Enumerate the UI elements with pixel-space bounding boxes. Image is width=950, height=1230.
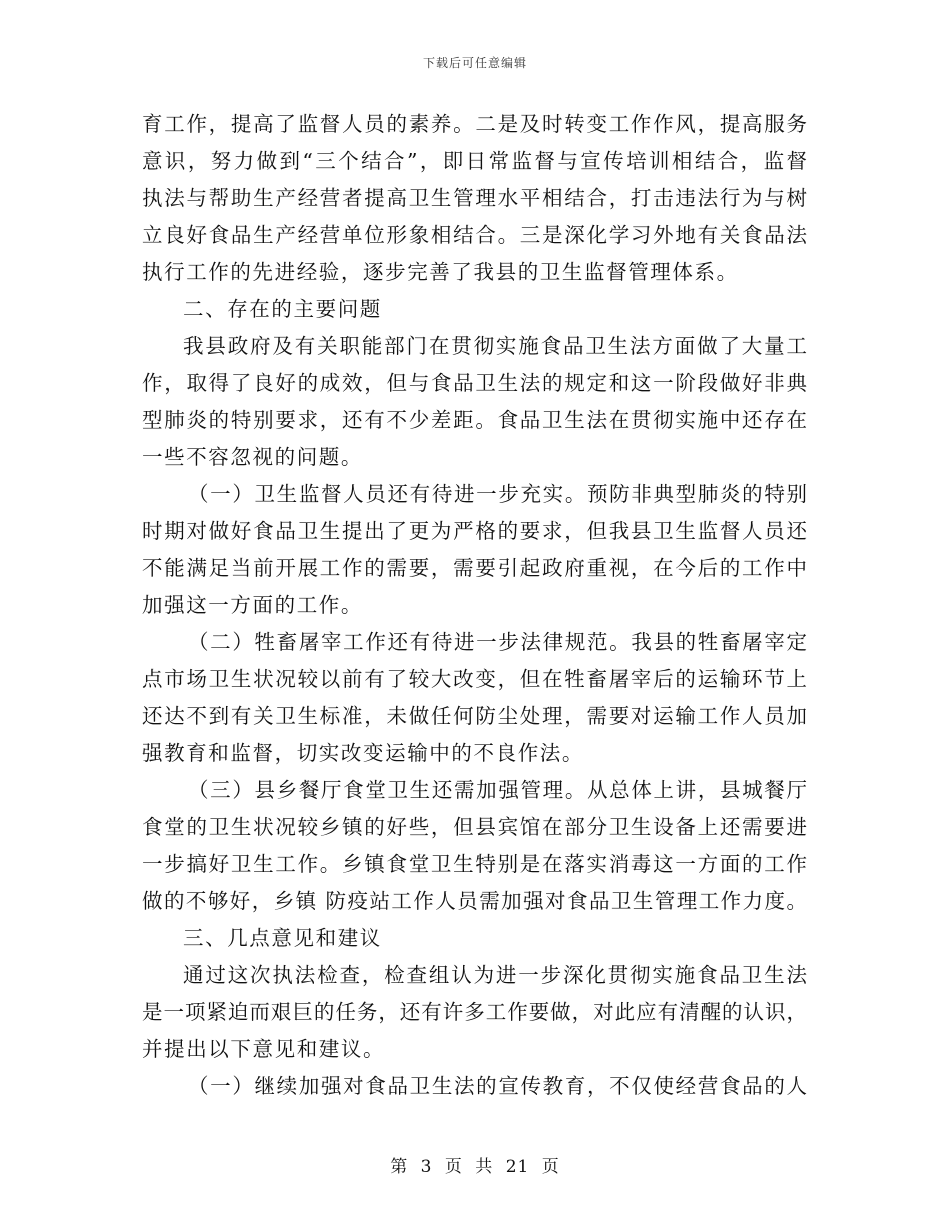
subsection-heading-2: （二）牲畜屠宰工作还有待进一步法律规范。我县的牲畜屠宰定 xyxy=(188,630,807,654)
text-line: 点市场卫生状况较以前有了较大改变，但在牲畜屠宰后的运输环节上 xyxy=(142,667,807,691)
subsection-heading-1: （一）卫生监督人员还有待进一步充实。预防非典型肺炎的特别 xyxy=(188,482,807,506)
text-line: 做的不够好，乡镇 防疫站工作人员需加强对食品卫生管理工作力度。 xyxy=(142,889,807,913)
text-line: 还达不到有关卫生标准，未做任何防尘处理，需要对运输工作人员加 xyxy=(142,704,807,728)
page-header: 下载后可任意编辑 xyxy=(422,56,527,70)
text-line: 是一项紧迫而艰巨的任务，还有许多工作要做，对此应有清醒的认识， xyxy=(142,1000,807,1024)
section-heading-problems: 二、存在的主要问题 xyxy=(183,297,382,321)
text-line: 通过这次执法检查，检查组认为进一步深化贯彻实施食品卫生法 xyxy=(183,963,807,987)
text-line: 一步搞好卫生工作。乡镇食堂卫生特别是在落实消毒这一方面的工作 xyxy=(142,852,807,876)
text-line: 执法与帮助生产经营者提高卫生管理水平相结合，打击违法行为与树 xyxy=(142,186,807,210)
text-line: 执行工作的先进经验，逐步完善了我县的卫生监督管理体系。 xyxy=(142,260,739,284)
text-line: 不能满足当前开展工作的需要，需要引起政府重视，在今后的工作中 xyxy=(142,556,807,580)
text-line: 立良好食品生产经营单位形象相结合。三是深化学习外地有关食品法 xyxy=(142,223,807,247)
text-line: 意识，努力做到“三个结合”，即日常监督与宣传培训相结合，监督 xyxy=(142,149,807,173)
text-line: 时期对做好食品卫生提出了更为严格的要求，但我县卫生监督人员还 xyxy=(142,519,807,543)
text-line: 加强这一方面的工作。 xyxy=(142,593,363,617)
subsection-heading-3: （三）县乡餐厅食堂卫生还需加强管理。从总体上讲，县城餐厅 xyxy=(188,778,807,802)
text-line: 食堂的卫生状况较乡镇的好些，但县宾馆在部分卫生设备上还需要进 xyxy=(142,815,807,839)
text-line: 强教育和监督，切实改变运输中的不良作法。 xyxy=(142,741,584,765)
text-line: 型肺炎的特别要求，还有不少差距。食品卫生法在贯彻实施中还存在 xyxy=(142,408,807,432)
text-line: 并提出以下意见和建议。 xyxy=(142,1037,386,1061)
document-body xyxy=(142,106,807,1105)
text-line: 作，取得了良好的成效，但与食品卫生法的规定和这一阶段做好非典 xyxy=(142,371,807,395)
text-line: 我县政府及有关职能部门在贯彻实施食品卫生法方面做了大量工 xyxy=(183,334,807,358)
text-line: 一些不容忽视的问题。 xyxy=(142,445,363,469)
subsection-heading-suggestion-1: （一）继续加强对食品卫生法的宣传教育，不仅使经营食品的人 xyxy=(188,1074,807,1098)
section-heading-suggestions: 三、几点意见和建议 xyxy=(183,926,382,950)
page-number-footer: 第 3 页 共 21 页 xyxy=(390,1157,560,1177)
text-line: 育工作，提高了监督人员的素养。二是及时转变工作作风，提高服务 xyxy=(142,112,807,136)
